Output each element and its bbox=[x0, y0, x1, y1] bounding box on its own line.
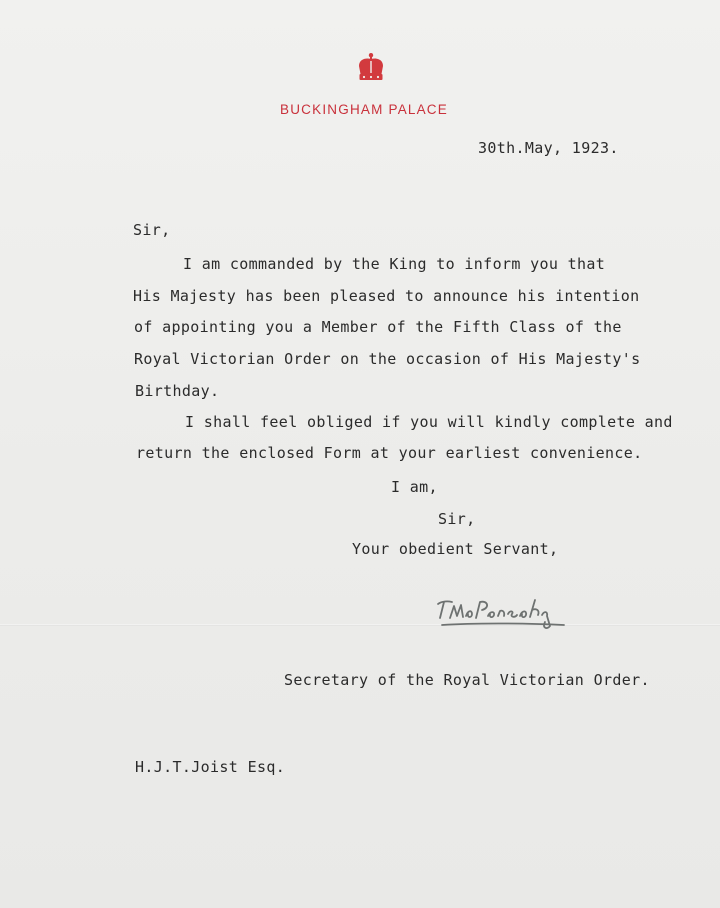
body-line: I am commanded by the King to inform you that bbox=[183, 255, 606, 273]
paper-fold bbox=[0, 624, 720, 626]
handwritten-signature bbox=[432, 592, 572, 632]
closing-line: Sir, bbox=[438, 510, 476, 528]
letter-date: 30th.May, 1923. bbox=[478, 139, 619, 157]
body-line: Royal Victorian Order on the occasion of His Majesty's bbox=[134, 350, 641, 368]
body-line: return the enclosed Form at your earliest convenience. bbox=[136, 444, 643, 462]
crown-icon bbox=[354, 52, 388, 86]
body-line: His Majesty has been pleased to announce his intention bbox=[133, 287, 640, 305]
body-line: I shall feel obliged if you will kindly complete and bbox=[185, 413, 673, 431]
signatory-title: Secretary of the Royal Victorian Order. bbox=[284, 671, 650, 689]
salutation: Sir, bbox=[133, 221, 171, 239]
closing-line: Your obedient Servant, bbox=[352, 540, 559, 558]
closing-line: I am, bbox=[391, 478, 438, 496]
letterhead-title: BUCKINGHAM PALACE bbox=[280, 102, 448, 117]
body-line: Birthday. bbox=[135, 382, 220, 400]
body-line: of appointing you a Member of the Fifth Class of the bbox=[134, 318, 622, 336]
recipient-name: H.J.T.Joist Esq. bbox=[135, 758, 286, 776]
